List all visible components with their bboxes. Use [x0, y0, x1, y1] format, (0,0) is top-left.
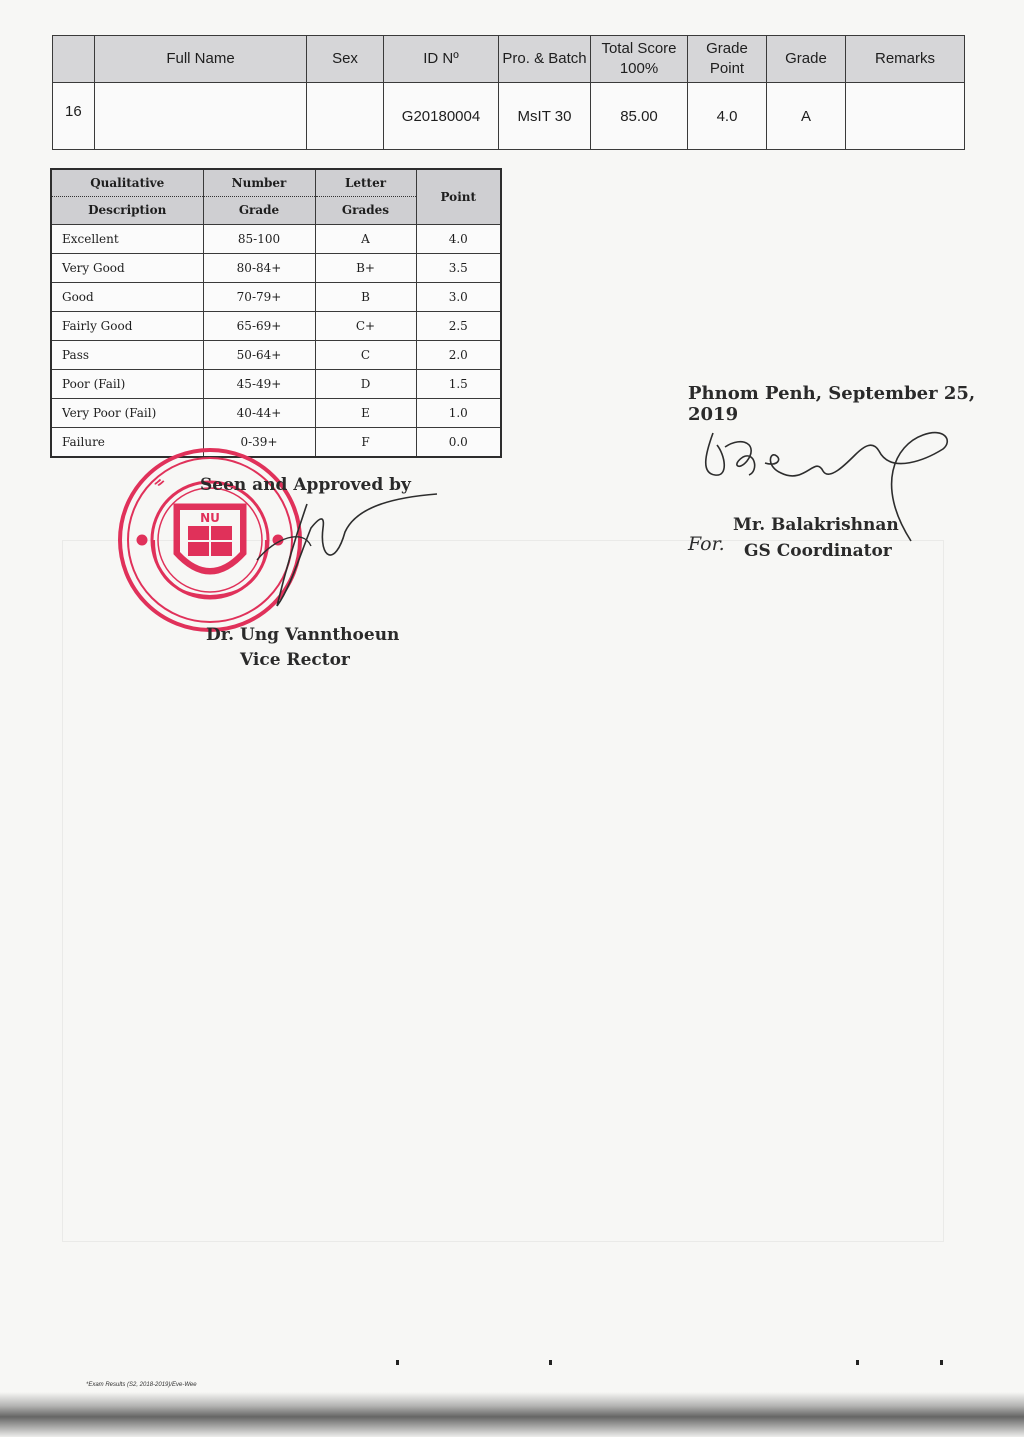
scale-cell-description: Very Poor (Fail) [51, 399, 203, 428]
cell-no: 16 [53, 83, 95, 150]
results-table [52, 35, 965, 150]
scale-body [51, 225, 501, 458]
scan-edge-shadow [0, 1392, 1024, 1437]
scale-cell-number-grade: 80-84+ [203, 254, 315, 283]
scale-cell-number-grade: 50-64+ [203, 341, 315, 370]
table-row [53, 83, 965, 150]
cell-total-score: 85.00 [591, 83, 688, 150]
scale-cell-point: 1.0 [416, 399, 501, 428]
table-row [51, 254, 501, 283]
approver-name: Dr. Ung Vannthoeun [206, 625, 400, 645]
header-total-score-line1: Total Score [601, 39, 677, 57]
coordinator-title: GS Coordinator [744, 541, 892, 561]
table-row [51, 283, 501, 312]
scale-cell-point: 2.0 [416, 341, 501, 370]
stamp-emblem-text: NU [200, 511, 220, 525]
scale-cell-description: Excellent [51, 225, 203, 254]
approval-label: Seen and Approved by [200, 475, 411, 495]
header-id-no: ID Nº [384, 36, 499, 83]
cell-sex [307, 83, 384, 150]
scale-cell-description: Very Good [51, 254, 203, 283]
scale-header-desc-bottom: Description [88, 203, 167, 217]
svg-text:ᨀ: ᨀ [154, 474, 166, 490]
table-row [51, 399, 501, 428]
scale-cell-description: Good [51, 283, 203, 312]
results-header-row [53, 36, 965, 83]
scale-cell-number-grade: 70-79+ [203, 283, 315, 312]
header-remarks: Remarks [846, 36, 965, 83]
scale-header-letter-top: Letter [316, 170, 416, 197]
table-row [51, 370, 501, 399]
grading-scale-table [50, 168, 502, 458]
scale-cell-letter-grade: E [315, 399, 416, 428]
scale-cell-letter-grade: C [315, 341, 416, 370]
scale-cell-description: Fairly Good [51, 312, 203, 341]
approver-title: Vice Rector [240, 650, 350, 670]
for-handwritten-label: For. [688, 533, 725, 555]
scan-dot [940, 1360, 943, 1365]
cell-pro-batch: MsIT 30 [499, 83, 591, 150]
scale-cell-number-grade: 40-44+ [203, 399, 315, 428]
scale-header-number [203, 169, 315, 225]
scale-cell-number-grade: 0-39+ [203, 428, 315, 458]
scale-cell-description: Failure [51, 428, 203, 458]
scale-cell-point: 0.0 [416, 428, 501, 458]
cell-remarks [846, 83, 965, 150]
header-total-score [591, 36, 688, 83]
scale-cell-number-grade: 45-49+ [203, 370, 315, 399]
scale-header-description [51, 169, 203, 225]
scale-cell-point: 3.5 [416, 254, 501, 283]
coordinator-name: Mr. Balakrishnan [733, 515, 899, 535]
scale-cell-number-grade: 65-69+ [203, 312, 315, 341]
scale-header-desc-top: Qualitative [52, 170, 203, 197]
cell-grade-point: 4.0 [688, 83, 767, 150]
scale-header-row [51, 169, 501, 225]
scale-header-number-bottom: Grade [238, 203, 280, 217]
scale-cell-letter-grade: D [315, 370, 416, 399]
scan-dot [856, 1360, 859, 1365]
scale-header-point: Point [416, 169, 501, 225]
cell-grade: A [767, 83, 846, 150]
rector-signature [215, 488, 440, 613]
table-row [51, 225, 501, 254]
header-grade-point [688, 36, 767, 83]
header-grade: Grade [767, 36, 846, 83]
scale-cell-point: 3.0 [416, 283, 501, 312]
scan-dot [396, 1360, 399, 1365]
table-row [51, 312, 501, 341]
scale-cell-letter-grade: C+ [315, 312, 416, 341]
scale-cell-point: 2.5 [416, 312, 501, 341]
header-no [53, 36, 95, 83]
scale-cell-letter-grade: A [315, 225, 416, 254]
place-date: Phnom Penh, September 25, 2019 [688, 383, 976, 425]
header-grade-point-line2: Point [709, 60, 745, 77]
scale-cell-point: 4.0 [416, 225, 501, 254]
header-full-name: Full Name [95, 36, 307, 83]
scale-cell-number-grade: 85-100 [203, 225, 315, 254]
scale-header-letter [315, 169, 416, 225]
scale-cell-letter-grade: F [315, 428, 416, 458]
scan-dot [549, 1360, 552, 1365]
scale-cell-description: Pass [51, 341, 203, 370]
scale-cell-description: Poor (Fail) [51, 370, 203, 399]
cell-id-no: G20180004 [384, 83, 499, 150]
header-pro-batch: Pro. & Batch [499, 36, 591, 83]
scan-ghost-grid [62, 540, 944, 1242]
scale-cell-letter-grade: B+ [315, 254, 416, 283]
cell-full-name [95, 83, 307, 150]
table-row [51, 341, 501, 370]
header-sex: Sex [307, 36, 384, 83]
header-grade-point-line1: Grade [706, 39, 748, 57]
scale-header-letter-bottom: Grades [341, 203, 390, 217]
scale-cell-letter-grade: B [315, 283, 416, 312]
footer-note: *Exam Results (S2, 2018-2019)/Eve-Wee [86, 1382, 197, 1388]
header-total-score-line2: 100% [619, 60, 659, 77]
scale-cell-point: 1.5 [416, 370, 501, 399]
scale-header-number-top: Number [204, 170, 315, 197]
